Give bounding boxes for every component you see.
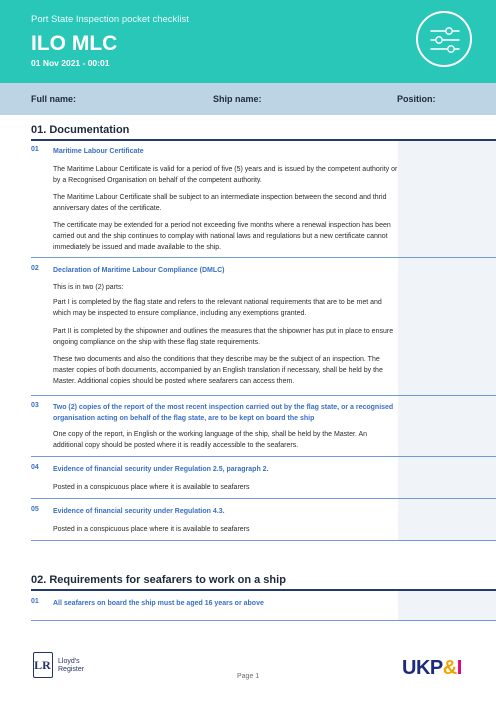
lr-mark-icon (33, 652, 53, 678)
header-banner (0, 0, 496, 83)
item-heading: All seafarers on board the ship must be aged 16 years or above (53, 600, 264, 607)
item-number: 05 (31, 506, 39, 513)
item-heading: Maritime Labour Certificate (53, 148, 144, 155)
section-title: 02. Requirements for seafarers to work on a ship (31, 574, 286, 586)
lr-mark-text: LR (34, 658, 51, 672)
row-divider (31, 257, 496, 258)
position-label: Position: (397, 94, 436, 104)
item-heading: Evidence of financial security under Regulation 4.3. (53, 508, 225, 515)
item-paragraph: Part II is completed by the shipowner and outlines the measures that the shipowner has put in place to ensure ongoing compliance on the ship with these flag state requirements. (53, 328, 394, 346)
sliders-icon (416, 11, 472, 67)
item-paragraph: These two documents and also the conditions that they describe may be the subject of an inspection. The master copies of both documents, accompanied by an English translation if necessary, shall be held by the Master. Additional copies should be posted where seafarers can access them. (53, 356, 383, 385)
item-paragraph: This is in two (2) parts: (53, 284, 124, 291)
info-bar (0, 83, 496, 115)
row-divider (31, 395, 496, 396)
item-number: 04 (31, 464, 39, 471)
item-heading: Evidence of financial security under Regulation 2.5, paragraph 2. (53, 466, 269, 473)
item-paragraph: The certificate may be extended for a period not exceeding five months where a renewal inspection has been carried out and the ship continues to complay with national laws and regulations but a new certificate cannot immediately be issued and made available to the ship. (53, 222, 391, 251)
item-number: 01 (31, 598, 39, 605)
header-kicker: Port State Inspection pocket checklist (31, 14, 189, 25)
ukpi-p: P (429, 657, 443, 679)
row-divider (31, 456, 496, 457)
item-paragraph: Posted in a conspicuous place where it is available to seafarers (53, 484, 250, 491)
row-divider (31, 620, 496, 621)
item-paragraph: Part I is completed by the flag state and refers to the relevant national requirements that are to be met and which may be inspected to ensure compliance, including any exemptions granted. (53, 299, 382, 317)
checkbox-column[interactable] (398, 141, 496, 541)
item-paragraph: One copy of the report, in English or the working language of the ship, shall be held by the Master. An additional copy should be posted where it is readily accessible to the seafarers. (53, 431, 368, 449)
ukpi-uk: UK (402, 657, 430, 679)
item-paragraph: Posted in a conspicuous place where it is available to seafarers (53, 526, 250, 533)
row-divider (31, 498, 496, 499)
page-number: Page 1 (237, 673, 260, 680)
full-name-label: Full name: (31, 94, 77, 104)
item-number: 03 (31, 402, 39, 409)
ship-name-label: Ship name: (213, 94, 262, 104)
item-paragraph: The Maritime Labour Certificate shall be subject to an intermediate inspection between the second and thrid anniversary dates of the certificate. (53, 194, 387, 212)
header-date: 01 Nov 2021 - 00:01 (31, 58, 110, 68)
item-number: 02 (31, 265, 39, 272)
section-title: 01. Documentation (31, 124, 130, 136)
checkbox-column[interactable] (398, 591, 496, 620)
item-heading: Two (2) copies of the report of the most recent inspection carried out by the flag state, or a recognised organisation acting on behalf of the flag state, are to be kept on board the ship (53, 404, 394, 422)
item-paragraph: The Maritime Labour Certificate is valid for a period of five (5) years and is issued by the competent authority or by a Recognised Organisation on behalf of the competent authority. (53, 166, 398, 184)
ukpi-i: I (456, 657, 462, 679)
ukpi-amp: & (442, 657, 457, 679)
lr-wordmark: Lloyd's Register (58, 658, 85, 673)
ukpi-logo (402, 657, 462, 680)
row-divider (31, 540, 496, 541)
page-title: ILO MLC (31, 32, 118, 55)
item-heading: Declaration of Maritime Labour Compliance (DMLC) (53, 267, 225, 274)
item-number: 01 (31, 146, 39, 153)
